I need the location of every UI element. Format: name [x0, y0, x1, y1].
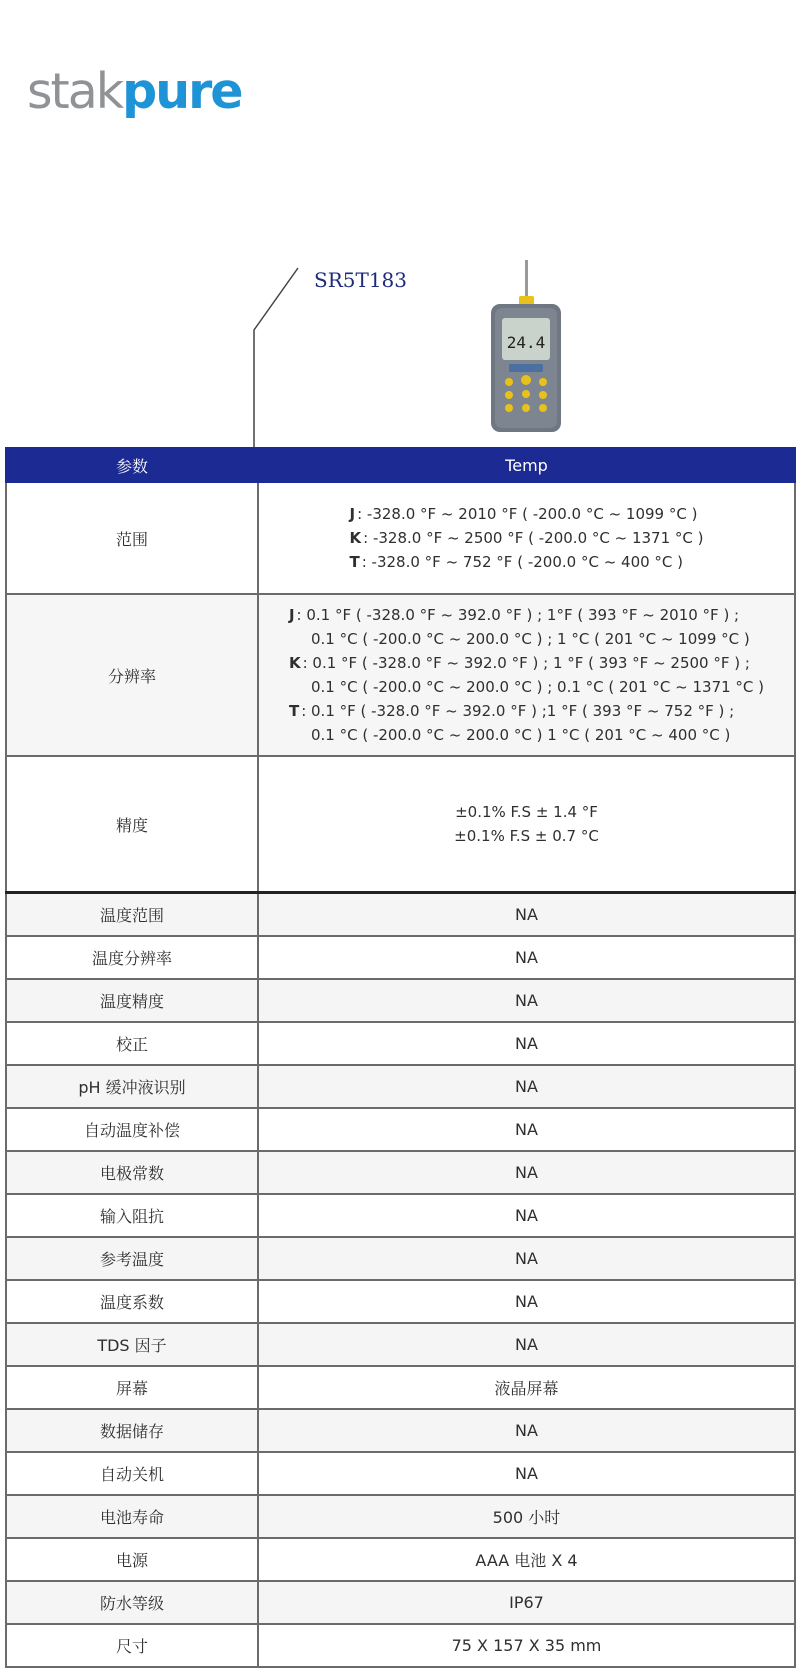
device-display-text: 24.4 [506, 333, 546, 352]
row-label: 防水等级 [6, 1581, 258, 1624]
row-value: 500 小时 [258, 1495, 795, 1538]
table-row [6, 1409, 795, 1452]
row-label: 温度范围 [6, 893, 258, 937]
table-row [6, 893, 795, 937]
row-value: NA [258, 1280, 795, 1323]
row-value [258, 756, 795, 893]
model-number: SR5T183 [314, 268, 407, 292]
logo-text-pure: pure [122, 63, 242, 120]
table-row [6, 1022, 795, 1065]
row-label: pH 缓冲液识别 [6, 1065, 258, 1108]
table-row [6, 1194, 795, 1237]
row-value: NA [258, 1452, 795, 1495]
logo-text-stak: stak [27, 63, 123, 120]
row-value: NA [258, 1323, 795, 1366]
thermometer-device-image [485, 260, 565, 440]
row-label: 输入阻抗 [6, 1194, 258, 1237]
table-row-resolution [6, 594, 795, 756]
row-label: 分辨率 [6, 594, 258, 756]
row-label: 电源 [6, 1538, 258, 1581]
row-value: NA [258, 979, 795, 1022]
header-param: 参数 [6, 448, 258, 482]
row-value: IP67 [258, 1581, 795, 1624]
row-label: 自动关机 [6, 1452, 258, 1495]
table-row [6, 936, 795, 979]
table-row [6, 1366, 795, 1409]
row-value: NA [258, 1108, 795, 1151]
row-value: NA [258, 1065, 795, 1108]
table-row [6, 1065, 795, 1108]
row-label: 精度 [6, 756, 258, 893]
table-row [6, 1624, 795, 1667]
row-label: 温度分辨率 [6, 936, 258, 979]
table-row [6, 1452, 795, 1495]
row-label: 自动温度补偿 [6, 1108, 258, 1151]
row-label: 尺寸 [6, 1624, 258, 1667]
table-header-row [6, 448, 795, 482]
row-value [258, 482, 795, 594]
row-value: NA [258, 1022, 795, 1065]
table-row [6, 1538, 795, 1581]
row-label: 范围 [6, 482, 258, 594]
accuracy-lines: ±0.1% F.S ± 1.4 °F ±0.1% F.S ± 0.7 °C [454, 803, 599, 845]
table-row [6, 979, 795, 1022]
row-value: 75 X 157 X 35 mm [258, 1624, 795, 1667]
table-row [6, 1108, 795, 1151]
row-label: 电极常数 [6, 1151, 258, 1194]
table-row [6, 1581, 795, 1624]
row-value: NA [258, 1151, 795, 1194]
row-value: NA [258, 1194, 795, 1237]
table-row-range [6, 482, 795, 594]
table-row [6, 1151, 795, 1194]
table-row [6, 1237, 795, 1280]
row-label: 温度精度 [6, 979, 258, 1022]
row-label: TDS 因子 [6, 1323, 258, 1366]
table-row [6, 1323, 795, 1366]
row-value: NA [258, 1237, 795, 1280]
model-callout-line [0, 0, 800, 450]
row-label: 参考温度 [6, 1237, 258, 1280]
table-row [6, 1280, 795, 1323]
row-value: NA [258, 1409, 795, 1452]
row-label: 数据储存 [6, 1409, 258, 1452]
row-value: 液晶屏幕 [258, 1366, 795, 1409]
range-lines: J : -328.0 °F ~ 2010 °F ( -200.0 °C ~ 1099 °C ) K : -328.0 °F ~ 2500 °F ( -200.0 °C ~ 1371 °C ) T : -328.0 °F ~ 752 °F ( -200.0 °C ~ 400 °C ) [349, 505, 704, 571]
row-label: 温度系数 [6, 1280, 258, 1323]
row-value [258, 594, 795, 756]
row-value: NA [258, 936, 795, 979]
row-value: AAA 电池 X 4 [258, 1538, 795, 1581]
row-label: 校正 [6, 1022, 258, 1065]
table-row [6, 1495, 795, 1538]
row-label: 屏幕 [6, 1366, 258, 1409]
header-value: Temp [258, 448, 795, 482]
row-value: NA [258, 893, 795, 937]
table-row-accuracy [6, 756, 795, 893]
spec-table [5, 447, 796, 1668]
row-label: 电池寿命 [6, 1495, 258, 1538]
resolution-lines: J : 0.1 °F ( -328.0 °F ~ 392.0 °F ) ; 1°F ( 393 °F ~ 2010 °F ) ; 0.1 °C ( -200.0 °C ~ 200.0 °C ) ; 1 °C ( 201 °C ~ 1099 °C ) K : 0.1 °F ( -328.0 °F ~ 392.0 °F ) ; 1 °F ( 393 °F ~ 2500 °F ) ; 0.1 °C ( -200.0 °C ~ 200.0 °C ) ; 0.1 °C ( 201 °C ~ 1371 °C ) T : 0.1 °F ( -328.0 °F ~ 392.0 °F ) ;1 °F ( 393 °F ~ 752 °F ) ; 0.1 °C ( -200.0 °C ~ 200.0 °C ) 1 °C ( 201 °C ~ 400 °C ) [288, 606, 765, 744]
